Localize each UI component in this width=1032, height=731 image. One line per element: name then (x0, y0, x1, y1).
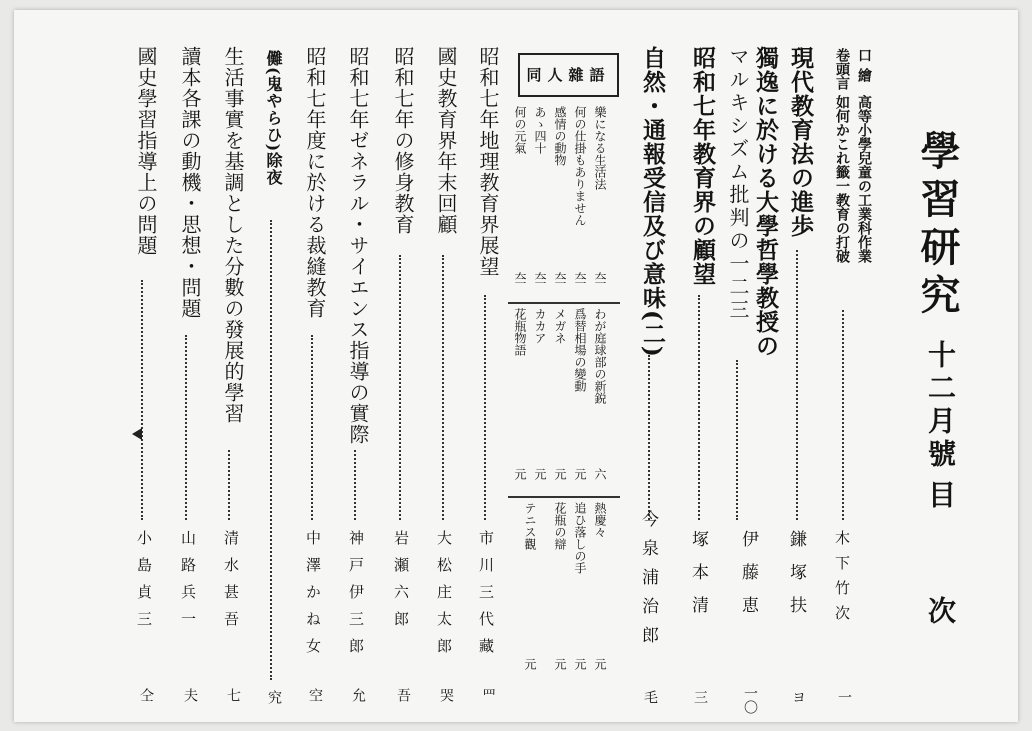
divider (508, 302, 620, 304)
toc-entry-title: 昭和七年教育界の顧望 (689, 46, 716, 286)
toc-entry-title: 昭和七年地理教育界展望 (476, 46, 500, 277)
toc-entry-author: 鎌塚扶 (786, 530, 806, 629)
column-item: 花瓶物語 (513, 308, 527, 356)
column-item-page: 夳 (593, 272, 607, 284)
column-item: 感情の動物 (553, 106, 567, 166)
column-item: メガネ (553, 308, 567, 344)
toc-entry-page: 三 (692, 690, 708, 704)
issue-label: 十二月號 (924, 340, 957, 472)
contents-heading: 目 次 (924, 480, 957, 654)
toc-entry-title-line2: マルキシズム批判の一二三 (726, 46, 750, 322)
leader-dots (842, 310, 844, 520)
leader-dots (442, 255, 444, 520)
toc-entry-title: 生活事實を基調とした分數の發展的學習 (221, 46, 245, 424)
column-item-page: 元 (573, 468, 587, 480)
kantougen-page: 一 (836, 690, 852, 704)
column-item: テニス觀 (523, 502, 537, 550)
column-item-page: 元 (593, 658, 607, 670)
toc-entry-author: 神戸伊三郎 (347, 530, 365, 665)
leader-dots (796, 250, 798, 520)
toc-entry-author: 小島貞三 (135, 530, 153, 638)
toc-entry-author: 山路兵一 (179, 530, 197, 638)
toc-entry-page: 毛 (642, 690, 658, 704)
toc-entry-title: 現代教育法の進歩 (787, 46, 814, 238)
kantougen-author: 木下竹次 (833, 530, 851, 630)
kantougen-text: 如何かこれ籤一教育の打破 (834, 95, 850, 263)
column-item-page: 元 (573, 658, 587, 670)
kantougen-label: 卷頭言 (834, 48, 850, 90)
toc-entry-page: 罒 (480, 688, 496, 702)
leader-dots (736, 360, 738, 520)
column-item: 花瓶の辯 (553, 502, 567, 550)
toc-entry-page: ヨ (790, 690, 806, 704)
column-item: 爲替相場の變動 (573, 308, 587, 392)
column-item-page: 夳 (573, 272, 587, 284)
kuchie-text: 高等小學兒童の工業科作業 (856, 95, 872, 263)
toc-entry-author: 伊藤恵 (738, 530, 758, 629)
column-item-page: 夳 (513, 272, 527, 284)
column-item: 追ひ落しの手 (573, 502, 587, 574)
toc-entry-author: 今泉浦治郎 (638, 510, 658, 655)
column-item-page: 元 (553, 468, 567, 480)
toc-entry-title: 昭和七年の修身教育 (391, 46, 415, 235)
magazine-title: 學習研究 (914, 130, 961, 322)
toc-entry-author: 清水甚吾 (222, 530, 240, 638)
toc-entry-title: 儺(鬼やらひ)除夜 (264, 50, 283, 187)
column-item: 何の元氣 (513, 106, 527, 154)
leader-dots (399, 255, 401, 520)
toc-entry-title: 昭和七年ゼネラル・サイエンス指導の實際 (346, 46, 370, 445)
leader-dots (698, 295, 700, 520)
toc-entry-title: 國史教育界年末回顧 (434, 46, 458, 235)
toc-entry-author: 塚本清 (688, 530, 708, 629)
toc-entry-author: 岩瀬六郎 (392, 530, 410, 638)
toc-entry-page: 一〇 (742, 686, 758, 714)
leader-dots (648, 355, 650, 520)
divider (508, 496, 620, 498)
toc-entry-title: 昭和七年度に於ける裁縫教育 (303, 46, 327, 319)
toc-entry-page: 哭 (438, 688, 454, 702)
toc-entry-author: 市川三代藏 (477, 530, 495, 665)
toc-entry-page: 允 (350, 688, 366, 702)
column-item: わが庭球部の新鋭 (593, 308, 607, 404)
column-item: カカア (533, 308, 547, 344)
column-item: 熱慶々 (593, 502, 607, 538)
toc-entry-title: 獨逸に於ける大學哲學教授の (752, 46, 779, 358)
column-item: 樂になる生活法 (593, 106, 607, 190)
column-item-page: 元 (513, 468, 527, 480)
pointer-arrow-icon (132, 428, 142, 440)
column-title: 同人雜語 (526, 66, 611, 84)
toc-entry-page: 七 (225, 688, 241, 702)
column-item-page: 元 (533, 468, 547, 480)
toc-entry-page: 仝 (138, 688, 154, 702)
leader-dots (354, 450, 356, 520)
kuchie-label: 口繪 (856, 48, 872, 88)
leader-dots (484, 295, 486, 520)
toc-entry-page: 空 (307, 688, 323, 702)
toc-entry-page: 吾 (395, 688, 411, 702)
leader-dots (311, 335, 313, 520)
toc-entry-title: 國史學習指導上の問題 (134, 46, 158, 256)
column-item-page: 元 (523, 658, 537, 670)
toc-entry-page: 夫 (182, 688, 198, 702)
leader-dots (270, 220, 272, 680)
toc-entry-title: 讀本各課の動機・思想・問題 (178, 46, 202, 319)
column-item-page: 六 (593, 468, 607, 480)
column-item: あゝ四十 (533, 106, 547, 154)
toc-entry-author: 大松庄太郎 (435, 530, 453, 665)
leader-dots (228, 450, 230, 520)
column-title-box (518, 53, 619, 97)
column-item-page: 元 (553, 658, 567, 670)
column-item: 何の仕掛もありません (573, 106, 587, 226)
toc-entry-title: 自然・通報受信及び意味(二) (639, 46, 666, 358)
column-item-page: 夳 (553, 272, 567, 284)
toc-entry-page: 究 (266, 690, 282, 704)
leader-dots (141, 280, 143, 520)
leader-dots (185, 335, 187, 520)
column-item-page: 夳 (533, 272, 547, 284)
toc-entry-author: 中澤かね女 (304, 530, 322, 665)
table-of-contents-page (14, 10, 1018, 722)
